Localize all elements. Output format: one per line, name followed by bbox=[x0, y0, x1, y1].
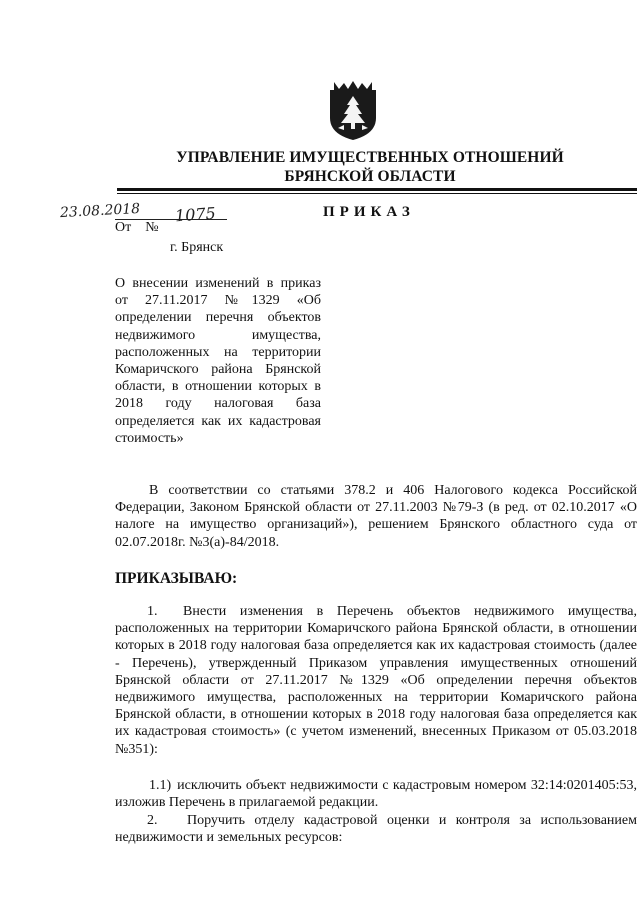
org-title-line2: БРЯНСКОЙ ОБЛАСТИ bbox=[284, 168, 456, 185]
bryansk-coat-of-arms-icon bbox=[328, 80, 378, 142]
order-subject: О внесении изменений в приказ от 27.11.2017 №1329 «Об определении перечня объектов недвижимого имущества, расположенных на территории Комаричского района Брянской области, в отношении которых в 2018 году налоговая база определяется как их кадастровая стоимость» bbox=[115, 276, 321, 446]
order-date-number-line bbox=[115, 219, 227, 236]
order-title: ПРИКАЗ bbox=[323, 204, 415, 220]
item-2 bbox=[115, 812, 637, 846]
item-2-text: Поручить отделу кадастровой оценки и контроля за использованием недвижимости и земельных ресурсов: bbox=[115, 813, 637, 846]
handwritten-date: 23.08.2018 bbox=[59, 200, 141, 222]
org-title-line1: УПРАВЛЕНИЕ ИМУЩЕСТВЕННЫХ ОТНОШЕНИЙ bbox=[176, 149, 564, 166]
item-1-1-text: исключить объект недвижимости с кадастровым номером 32:14:0201405:53, изложив Перечень в прилагаемой редакции. bbox=[115, 778, 637, 811]
item-2-number: 2. bbox=[147, 813, 158, 828]
organization-title bbox=[100, 148, 640, 186]
item-1 bbox=[115, 603, 637, 758]
decree-word: ПРИКАЗЫВАЮ: bbox=[115, 570, 238, 587]
header-rule-thick bbox=[117, 188, 637, 191]
item-1-text: Внести изменения в Перечень объектов недвижимого имущества, расположенных на территории Комаричского района Брянской области, в отношении которых в 2018 году налоговая база определяется как их кадастровая стоимость (далее - Перечень), утвержденный Приказом управления имущественных отношений Брянской области от 27.11.2017 №1329 «Об определении перечня объектов недвижимого имущества, расположенных на территории Комаричского района Брянской области, в отношении которых в 2018 году налоговая база определяется как их кадастровая стоимость» (с учетом изменений, внесенных Приказом от 05.03.2018 №351): bbox=[115, 604, 637, 757]
from-label: От bbox=[115, 220, 132, 235]
header-rule-thin bbox=[117, 193, 637, 194]
item-1-number: 1. bbox=[147, 604, 158, 619]
handwritten-number: 1075 bbox=[174, 203, 217, 226]
city: г. Брянск bbox=[170, 240, 224, 255]
item-1-1 bbox=[115, 777, 637, 811]
item-1-1-number: 1.1) bbox=[149, 778, 172, 793]
intro-paragraph: В соответствии со статьями 378.2 и 406 Налогового кодекса Российской Федерации, Законом Брянской области от 27.11.2003 №79-З (в ред. от 02.10.2017 «О налоге на имущество организаций»), решением Брянского областного суда от 02.07.2018г. №3(а)-84/2018. bbox=[115, 483, 637, 550]
number-label: № bbox=[145, 220, 159, 235]
